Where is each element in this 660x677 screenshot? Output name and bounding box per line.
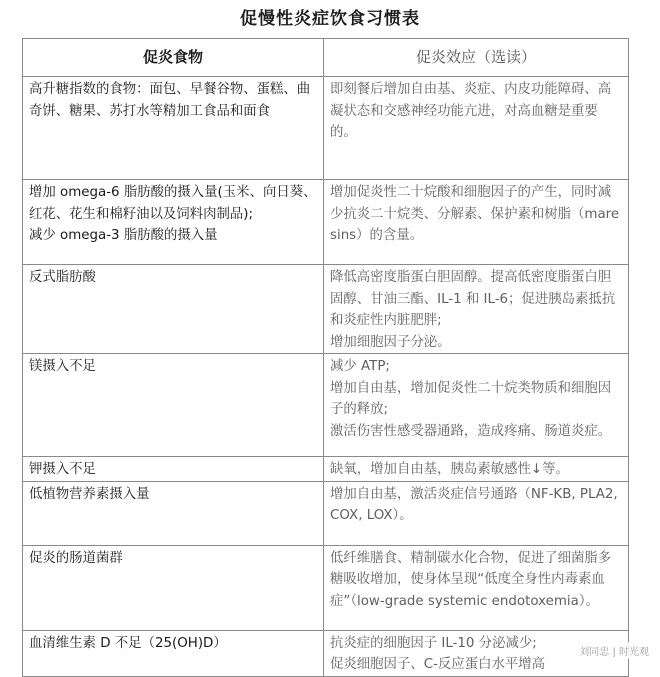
effect-text: 激活伤害性感受器通路，造成疼痛、肠道炎症。 bbox=[330, 423, 612, 439]
table-row bbox=[23, 265, 629, 354]
table-row bbox=[23, 545, 629, 630]
food-cell bbox=[23, 457, 324, 482]
food-text: 高升糖指数的食物：面包、早餐谷物、蛋糕、曲奇饼、糖果、苏打水等精加工食品和面食 bbox=[29, 82, 311, 119]
header-row bbox=[23, 39, 629, 77]
header-effect: 促炎效应（选读） bbox=[324, 39, 629, 77]
food-cell bbox=[23, 481, 324, 545]
effect-text: 低纤维膳食、精制碳水化合物，促进了细菌脂多糖吸收增加，使身体呈现“低度全身性内毒素血症”（low-grade systemic endotoxemia）。 bbox=[330, 550, 612, 609]
food-cell bbox=[23, 265, 324, 354]
effect-text: 促炎细胞因子、C-反应蛋白水平增高 bbox=[330, 657, 546, 672]
table-row bbox=[23, 354, 629, 457]
effect-text: 缺氧，增加自由基，胰岛素敏感性↓等。 bbox=[330, 462, 569, 477]
effect-text: 增加促炎性二十烷酸和细胞因子的产生，同时减少抗炎二十烷类、分解素、保护素和树脂（maresins）的含量。 bbox=[330, 185, 620, 243]
food-text: 减少 omega-3 脂肪酸的摄入量 bbox=[29, 228, 218, 243]
food-text: 钾摄入不足 bbox=[29, 462, 96, 477]
header-food: 促炎食物 bbox=[23, 39, 324, 77]
food-text: 镁摄入不足 bbox=[29, 359, 96, 374]
table-row bbox=[23, 457, 629, 482]
food-text: 血清维生素 D 不足（25(OH)D） bbox=[29, 635, 227, 651]
effect-cell bbox=[324, 481, 629, 545]
food-text: 增加 omega-6 脂肪酸的摄入量(玉米、向日葵、红花、花生和棉籽油以及饲料肉制品); bbox=[29, 185, 317, 222]
effect-text: 减少 ATP; bbox=[330, 359, 390, 374]
effect-cell bbox=[324, 457, 629, 482]
food-text: 低植物营养素摄入量 bbox=[29, 486, 150, 502]
effect-text: 即刻餐后增加自由基、炎症、内皮功能障碍、高凝状态和交感神经功能亢进，对高血糖是重要的。 bbox=[330, 82, 612, 140]
table-row bbox=[23, 77, 629, 180]
food-text: 促炎的肠道菌群 bbox=[29, 550, 123, 566]
effect-cell bbox=[324, 265, 629, 354]
food-cell bbox=[23, 180, 324, 265]
effect-text: 增加细胞因子分泌。 bbox=[330, 334, 451, 350]
table-body bbox=[23, 77, 629, 677]
effect-text: COX, LOX）。 bbox=[330, 508, 413, 523]
watermark: 刘同忠 | 时光观 bbox=[576, 642, 652, 659]
food-cell bbox=[23, 630, 324, 676]
food-cell bbox=[23, 77, 324, 180]
effect-text: 降低高密度脂蛋白胆固醇。提高低密度脂蛋白胆固醇、甘油三酯、IL-1 和 IL-6；促进胰岛素抵抗和炎症性内脏肥胖; bbox=[330, 270, 616, 328]
table-row bbox=[23, 180, 629, 265]
effect-cell bbox=[324, 180, 629, 265]
table-title: 促慢性炎症饮食习惯表 bbox=[240, 9, 420, 29]
effect-text: 抗炎症的细胞因子 IL-10 分泌减少; bbox=[330, 635, 537, 651]
effect-cell bbox=[324, 77, 629, 180]
inflammatory-diet-table bbox=[22, 38, 629, 677]
table-row bbox=[23, 630, 629, 676]
food-cell bbox=[23, 545, 324, 630]
effect-text: 增加自由基，增加促炎性二十烷类物质和细胞因子的释放; bbox=[330, 380, 612, 417]
effect-cell bbox=[324, 545, 629, 630]
table-row bbox=[23, 481, 629, 545]
food-text: 反式脂肪酸 bbox=[29, 270, 96, 285]
food-cell bbox=[23, 354, 324, 457]
effect-text: 增加自由基，激活炎症信号通路（NF-KB, PLA2, bbox=[330, 486, 618, 502]
effect-cell bbox=[324, 354, 629, 457]
